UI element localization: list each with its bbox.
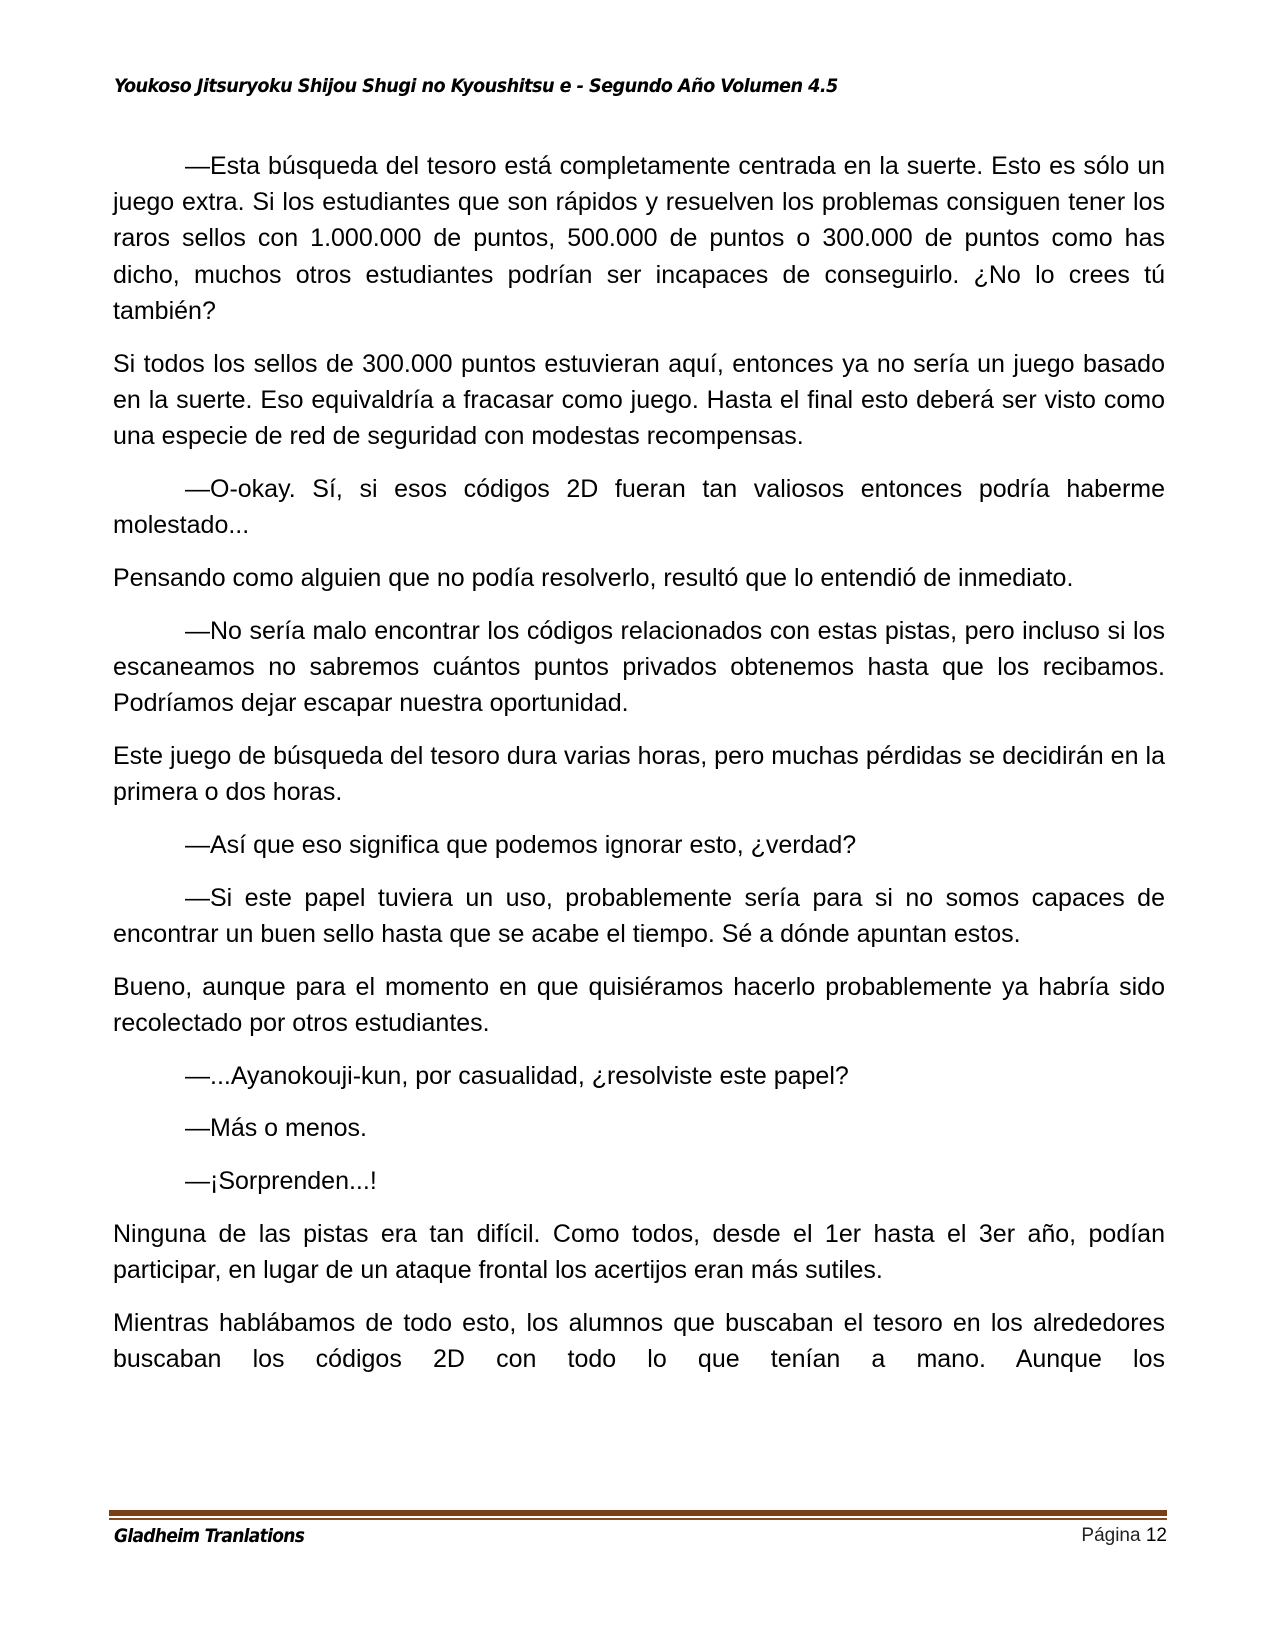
paragraph-dialogue: —Así que eso significa que podemos ignorar esto, ¿verdad? bbox=[185, 830, 857, 859]
book-title: Youkoso Jitsuryoku Shijou Shugi no Kyoushitsu e - Segundo Año Volumen 4.5 bbox=[114, 75, 838, 97]
footer-divider-thick bbox=[109, 1510, 1167, 1516]
paragraph-narration: Mientras hablábamos de todo esto, los alumnos que buscaban el tesoro en los alrededores buscaban los códigos 2D con todo lo que tenían a mano. Aunque los bbox=[113, 1309, 1165, 1374]
page-label: Página bbox=[1081, 1525, 1141, 1546]
footer-divider-thin bbox=[109, 1518, 1167, 1520]
paragraph-dialogue: —...Ayanokouji-kun, por casualidad, ¿resolviste este papel? bbox=[185, 1061, 849, 1090]
paragraph-dialogue: —Esta búsqueda del tesoro está completamente centrada en la suerte. Esto es sólo un juego extra. Si los estudiantes que son rápidos y resuelven los problemas consiguen tener los raros sellos con 1.000.000 de puntos, 500.000 de puntos o 300.000 de puntos como has dicho, muchos otros estudiantes podrían ser incapaces de conseguirlo. ¿No lo crees tú también? bbox=[113, 152, 1165, 325]
paragraph-narration: Si todos los sellos de 300.000 puntos estuvieran aquí, entonces ya no sería un juego basado en la suerte. Eso equivaldría a fracasar como juego. Hasta el final esto deberá ser visto como una especie de red de seguridad con modestas recompensas. bbox=[113, 349, 1165, 451]
paragraph-dialogue: —No sería malo encontrar los códigos relacionados con estas pistas, pero incluso si los escaneamos no sabremos cuántos puntos privados obtenemos hasta que los recibamos. Podríamos dejar escapar nuestra oportunidad. bbox=[113, 616, 1165, 718]
paragraph-dialogue: —Más o menos. bbox=[185, 1114, 368, 1143]
page-number: 12 bbox=[1145, 1525, 1167, 1546]
page-number-block bbox=[1081, 1522, 1167, 1550]
paragraph-dialogue: —¡Sorprenden...! bbox=[185, 1167, 377, 1196]
paragraph-dialogue: —Si este papel tuviera un uso, probablemente sería para si no somos capaces de encontrar un buen sello hasta que se acabe el tiempo. Sé a dónde apuntan estos. bbox=[113, 883, 1165, 948]
translator-name: Gladheim Tranlations bbox=[114, 1525, 305, 1547]
footer-divider bbox=[109, 1510, 1167, 1520]
paragraph-narration: Bueno, aunque para el momento en que quisiéramos hacerlo probablemente ya habría sido recolectado por otros estudiantes. bbox=[113, 972, 1165, 1037]
paragraph-narration: Ninguna de las pistas era tan difícil. Como todos, desde el 1er hasta el 3er año, podían participar, en lugar de un ataque frontal los acertijos eran más sutiles. bbox=[113, 1220, 1165, 1285]
paragraph-dialogue: —O-okay. Sí, si esos códigos 2D fueran tan valiosos entonces podría haberme molestado... bbox=[113, 474, 1165, 540]
footer-translator bbox=[114, 1522, 304, 1550]
paragraph-narration: Pensando como alguien que no podía resolverlo, resultó que lo entendió de inmediato. bbox=[113, 563, 1074, 592]
running-header bbox=[114, 72, 1100, 100]
page-body bbox=[113, 148, 1165, 1394]
paragraph-narration: Este juego de búsqueda del tesoro dura varias horas, pero muchas pérdidas se decidirán en la primera o dos horas. bbox=[113, 741, 1165, 807]
